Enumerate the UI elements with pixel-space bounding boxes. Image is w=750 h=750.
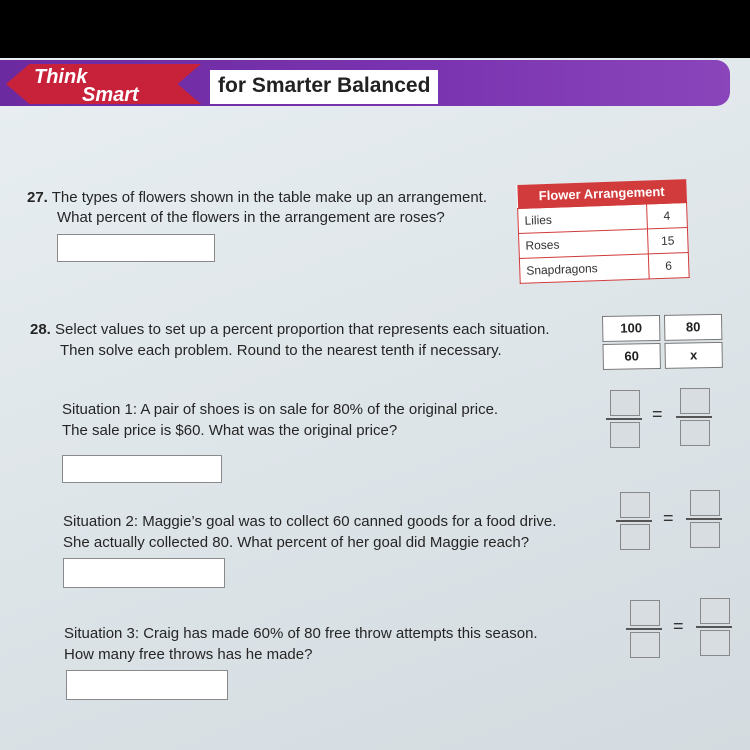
numerator-slot[interactable] bbox=[630, 600, 660, 626]
equals-sign: = bbox=[652, 404, 663, 424]
flower-count: 4 bbox=[646, 203, 687, 229]
question-27-line1: The types of flowers shown in the table make up an arrangement. bbox=[51, 189, 488, 206]
fraction-bar bbox=[676, 416, 712, 418]
value-tile[interactable]: x bbox=[664, 342, 722, 369]
denominator-slot[interactable] bbox=[680, 420, 710, 446]
numerator-slot[interactable] bbox=[680, 388, 710, 414]
flower-name: Snapdragons bbox=[519, 254, 649, 283]
situation-2-line2: She actually collected 80. What percent of her goal did Maggie reach? bbox=[63, 534, 530, 551]
equals-sign: = bbox=[673, 616, 684, 636]
question-28-number: 28. bbox=[30, 321, 51, 338]
question-28 bbox=[30, 320, 550, 339]
question-27 bbox=[27, 188, 487, 207]
equals-sign: = bbox=[663, 508, 674, 528]
question-28-line1: Select values to set up a percent proportion that represents each situation. bbox=[55, 321, 550, 338]
value-tile[interactable]: 100 bbox=[602, 315, 660, 342]
answer-box-situation-3[interactable] bbox=[66, 670, 228, 700]
value-tile[interactable]: 60 bbox=[602, 343, 660, 370]
flower-count: 15 bbox=[647, 228, 688, 254]
numerator-slot[interactable] bbox=[620, 492, 650, 518]
fraction-bar bbox=[616, 520, 652, 522]
denominator-slot[interactable] bbox=[610, 422, 640, 448]
table-row bbox=[519, 253, 689, 284]
fraction-bar bbox=[686, 518, 722, 520]
denominator-slot[interactable] bbox=[700, 630, 730, 656]
answer-box-situation-2[interactable] bbox=[63, 558, 225, 588]
flower-arrangement-table bbox=[516, 179, 689, 284]
answer-box-27[interactable] bbox=[57, 234, 215, 262]
situation-2-line1: Situation 2: Maggie’s goal was to collect 60 canned goods for a food drive. bbox=[63, 513, 557, 530]
situation-3-line1: Situation 3: Craig has made 60% of 80 free throw attempts this season. bbox=[64, 625, 538, 642]
numerator-slot[interactable] bbox=[690, 490, 720, 516]
answer-box-situation-1[interactable] bbox=[62, 455, 222, 483]
numerator-slot[interactable] bbox=[700, 598, 730, 624]
denominator-slot[interactable] bbox=[690, 522, 720, 548]
question-27-number: 27. bbox=[27, 189, 48, 206]
fraction-bar bbox=[626, 628, 662, 630]
question-28-line2: Then solve each problem. Round to the nearest tenth if necessary. bbox=[60, 342, 502, 359]
denominator-slot[interactable] bbox=[630, 632, 660, 658]
question-27-line2: What percent of the flowers in the arrangement are roses? bbox=[57, 209, 445, 226]
situation-1-line2: The sale price is $60. What was the original price? bbox=[62, 422, 398, 439]
flower-name: Lilies bbox=[518, 204, 648, 233]
flower-name: Roses bbox=[519, 229, 649, 258]
fraction-bar bbox=[696, 626, 732, 628]
value-tile[interactable]: 80 bbox=[664, 314, 722, 341]
badge-think-text: Think bbox=[34, 66, 88, 88]
banner-title: for Smarter Balanced bbox=[210, 70, 438, 104]
denominator-slot[interactable] bbox=[620, 524, 650, 550]
situation-3-line2: How many free throws has he made? bbox=[64, 646, 313, 663]
fraction-bar bbox=[606, 418, 642, 420]
numerator-slot[interactable] bbox=[610, 390, 640, 416]
flower-count: 6 bbox=[648, 253, 689, 279]
table-title: Flower Arrangement bbox=[517, 179, 687, 208]
badge-smart-text: Smart bbox=[82, 84, 139, 106]
situation-1-line1: Situation 1: A pair of shoes is on sale for 80% of the original price. bbox=[62, 401, 499, 418]
